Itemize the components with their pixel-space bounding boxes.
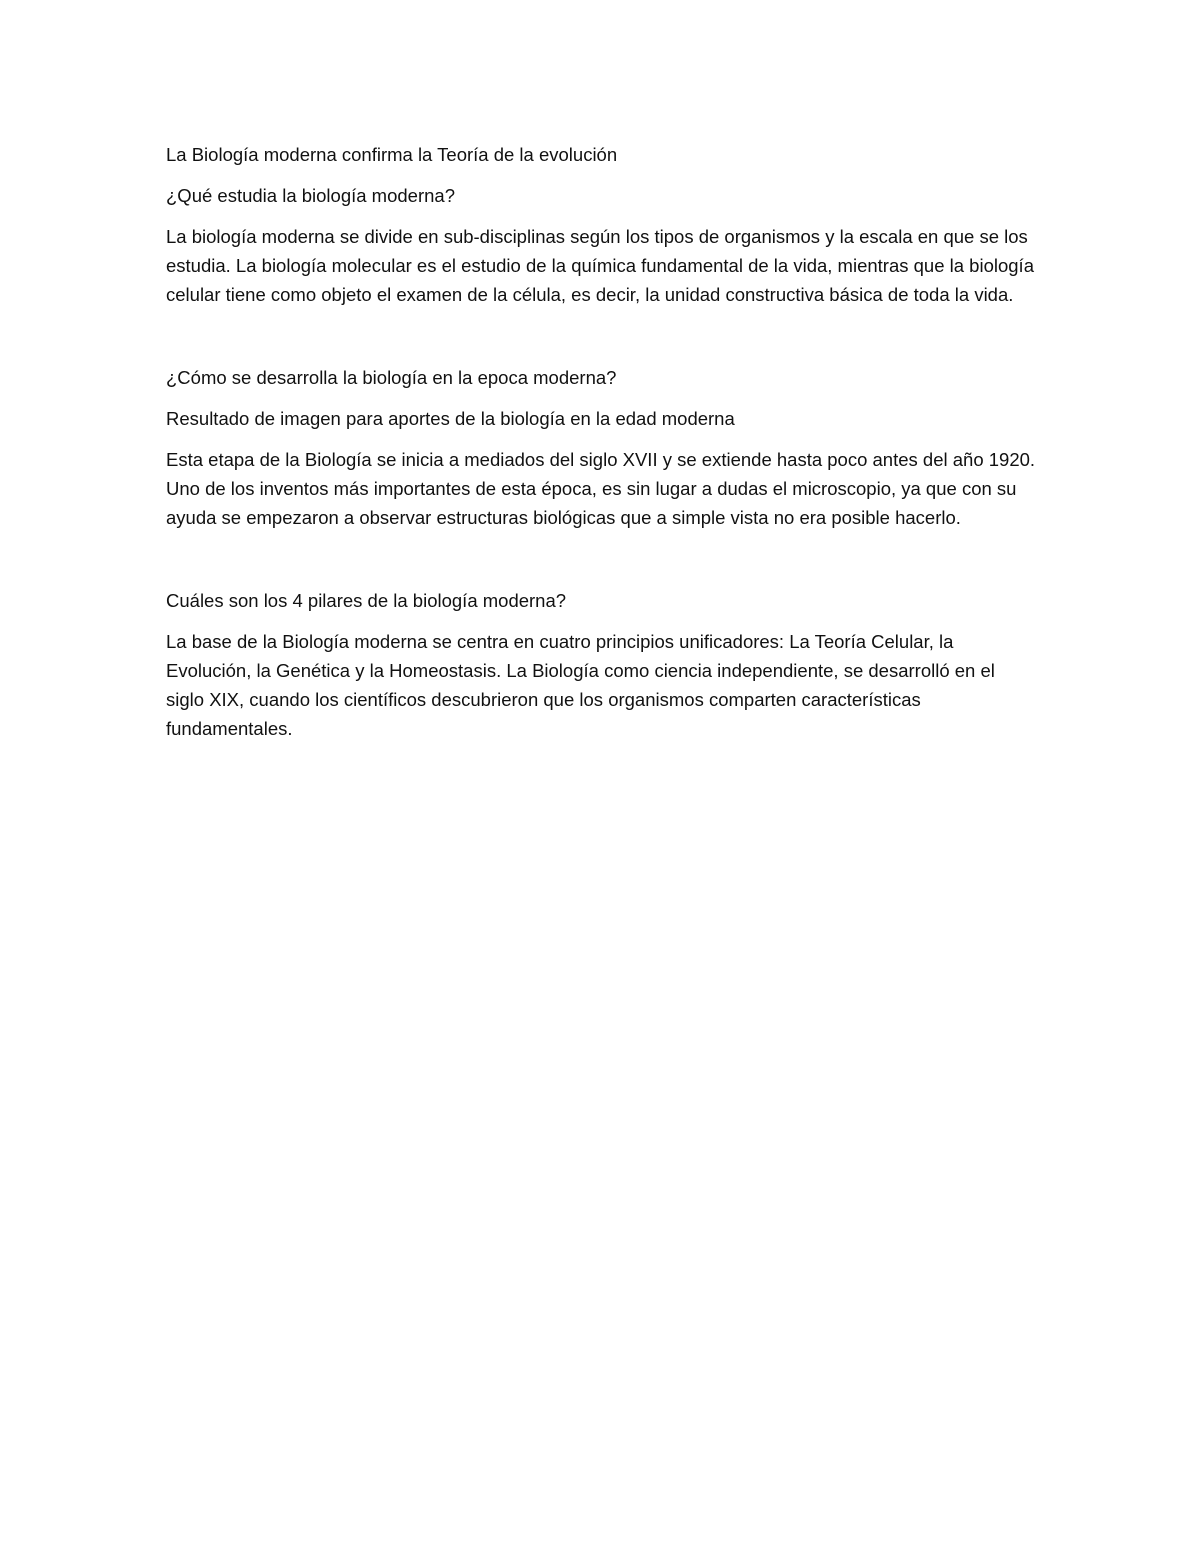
answer-1: La biología moderna se divide en sub-disciplinas según los tipos de organismos y la escala en que se los estudia. La biología molecular es el estudio de la química fundamental de la vida, mientras que la biología celular tiene como objeto el examen de la célula, es decir, la unidad constructiva básica de toda la vida.: [166, 226, 1034, 305]
document-title: La Biología moderna confirma la Teoría de la evolución: [166, 144, 618, 165]
answer-2: Esta etapa de la Biología se inicia a mediados del siglo XVII y se extiende hasta poco antes del año 1920. Uno de los inventos más importantes de esta época, es sin lugar a dudas el microscopio, ya que con su ayuda se empezaron a observar estructuras biológicas que a simple vista no era posible hacerlo.: [166, 449, 1036, 528]
blank-line: [166, 321, 1036, 363]
document-body: [166, 140, 1036, 755]
question-1: ¿Qué estudia la biología moderna?: [166, 185, 455, 206]
blank-line: [166, 544, 1036, 586]
question-3: Cuáles son los 4 pilares de la biología moderna?: [166, 590, 567, 611]
question-2-subheading: Resultado de imagen para aportes de la biología en la edad moderna: [166, 408, 735, 429]
question-2: ¿Cómo se desarrolla la biología en la epoca moderna?: [166, 367, 617, 388]
answer-3: La base de la Biología moderna se centra en cuatro principios unificadores: La Teoría Celular, la Evolución, la Genética y la Homeostasis. La Biología como ciencia independiente, se desarrolló en el siglo XIX, cuando los científicos descubrieron que los organismos comparten características fundamentales.: [166, 631, 995, 739]
